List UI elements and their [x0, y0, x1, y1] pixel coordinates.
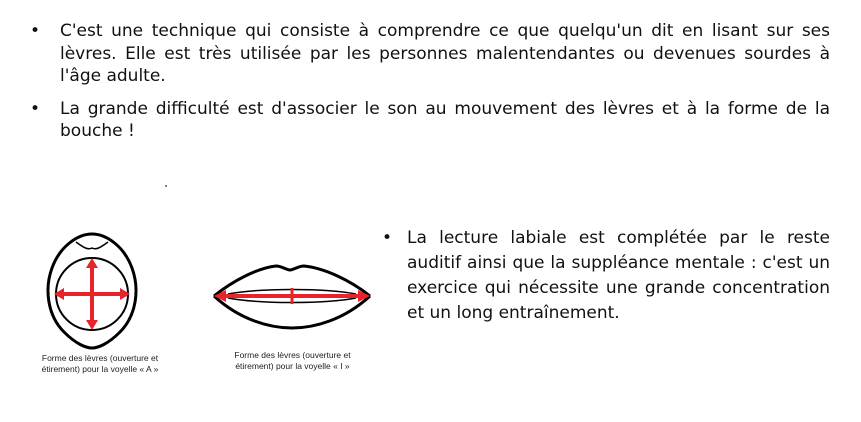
bullet-marker: •	[30, 21, 41, 41]
open-mouth-illustration	[30, 228, 170, 353]
bullet-text-technique: C'est une technique qui consiste à comprendre ce que quelqu'un dit en lisant sur ses lèvres. Elle est très utilisée par les personnes malentendantes ou devenues sourdes à l'âge adulte.	[60, 21, 830, 86]
bullet-text-lip-reading: La lecture labiale est complétée par le reste auditif ainsi que la suppléance mentale : c'est un exercice qui nécessite une grande concentration et un long entraînement.	[407, 228, 830, 323]
stray-dot	[165, 185, 167, 187]
figure-vowel-a	[30, 228, 170, 375]
caption-line: étirement) pour la voyelle « A »	[41, 364, 159, 374]
side-bullet-block	[382, 226, 830, 326]
caption-line: Forme des lèvres (ouverture et	[41, 353, 159, 363]
bullet-item-difficulty	[30, 98, 830, 143]
arrow-head-up	[86, 258, 98, 268]
figure-vowel-i	[210, 250, 375, 372]
caption-line: Forme des lèvres (ouverture et	[234, 350, 351, 360]
cupid-bow-line	[76, 242, 108, 249]
stretched-mouth-illustration	[210, 250, 375, 350]
figure-i-caption	[210, 350, 375, 372]
main-bullet-list	[30, 20, 830, 153]
bullet-item-lip-reading	[382, 226, 830, 326]
bullet-marker: •	[30, 98, 41, 119]
bullet-item-technique	[30, 20, 830, 88]
bullet-text-difficulty: La grande difficulté est d'associer le son au mouvement des lèvres et à la forme de la bouche !	[60, 98, 830, 141]
bullet-marker: •	[382, 228, 393, 248]
caption-line: étirement) pour la voyelle « I »	[235, 361, 350, 371]
figure-a-caption	[30, 353, 170, 375]
arrow-head-down	[86, 320, 98, 330]
